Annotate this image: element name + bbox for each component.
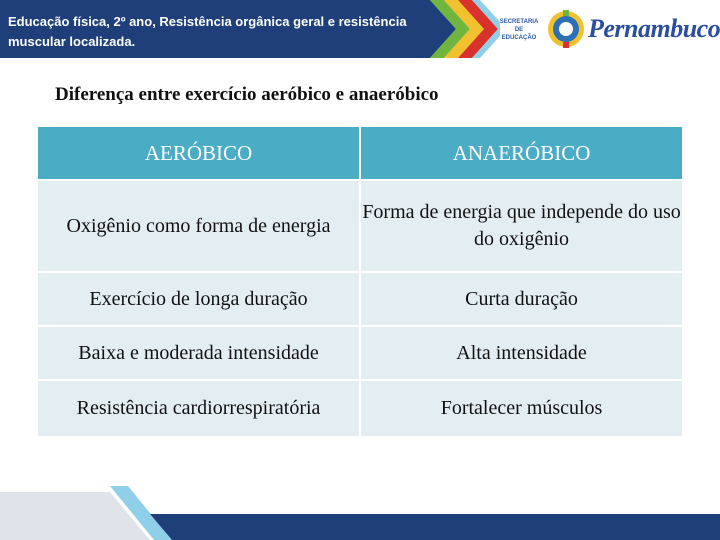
slide-heading: Diferença entre exercício aeróbico e anaeróbico (55, 84, 439, 105)
table-row (38, 273, 682, 325)
table-cell: Alta intensidade (361, 327, 682, 379)
table-row (38, 181, 682, 271)
table-row (38, 327, 682, 379)
table-cell: Fortalecer músculos (361, 381, 682, 436)
state-seal-icon (546, 8, 586, 50)
slide-header (0, 0, 720, 58)
column-header-aerobic: AERÓBICO (38, 127, 359, 179)
column-header-anaerobic: ANAERÓBICO (361, 127, 682, 179)
table-header-row (38, 127, 682, 179)
table-cell: Exercício de longa duração (38, 273, 359, 325)
state-name-logo: Pernambuco (588, 14, 720, 43)
table-cell: Curta duração (361, 273, 682, 325)
secretaria-label: SECRETARIA DE EDUCAÇÃO (499, 19, 539, 41)
footer-decoration (0, 484, 720, 540)
table-cell: Resistência cardiorrespiratória (38, 381, 359, 436)
table-cell: Forma de energia que independe do uso do oxigênio (361, 181, 682, 271)
comparison-table (36, 125, 684, 438)
table-row (38, 381, 682, 436)
government-logos (490, 4, 720, 54)
table-cell: Oxigênio como forma de energia (38, 181, 359, 271)
header-title: Educação física, 2º ano, Resistência orgânica geral e resistência muscular localizada. (8, 14, 407, 49)
table-cell: Baixa e moderada intensidade (38, 327, 359, 379)
